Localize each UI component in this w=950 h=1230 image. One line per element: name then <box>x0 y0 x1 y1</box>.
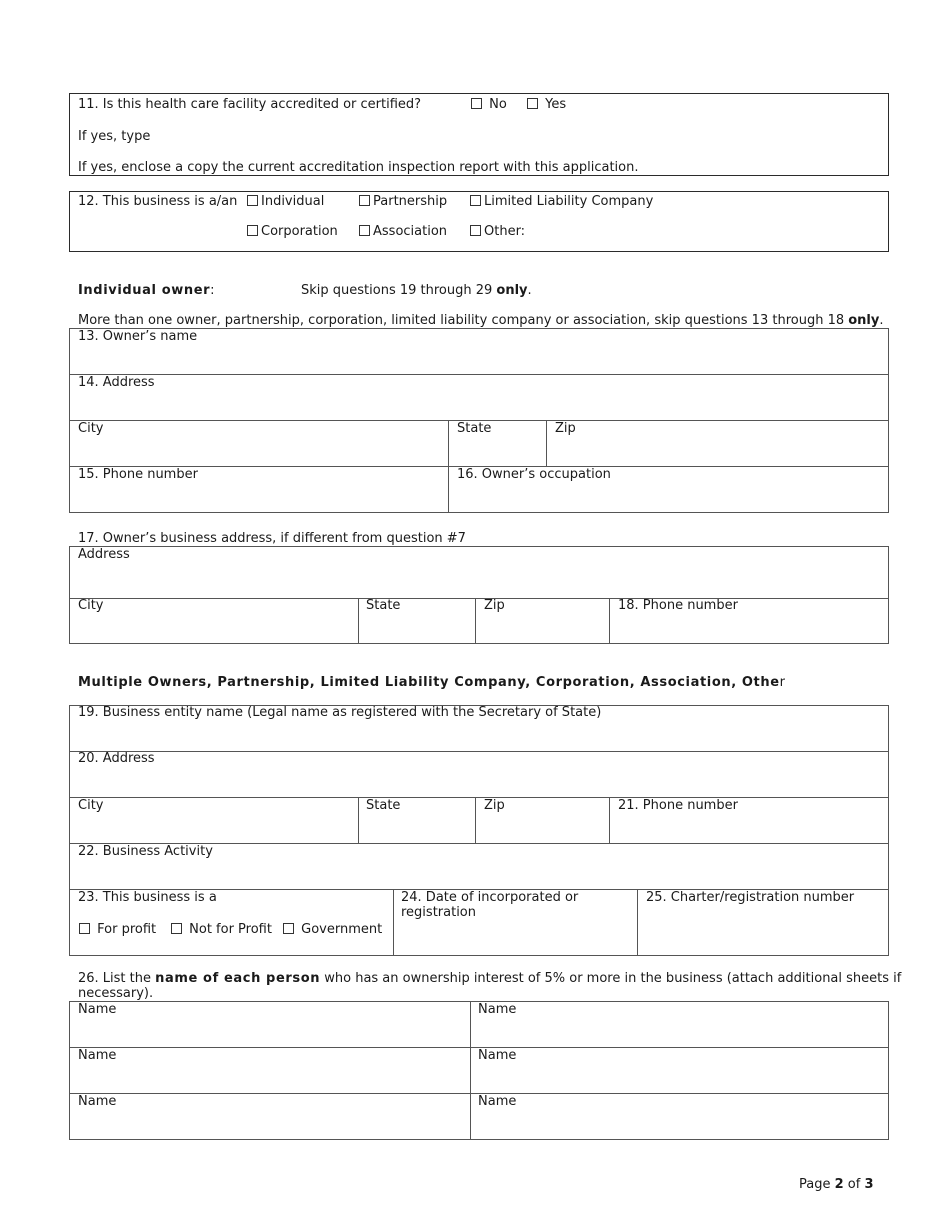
entity-state-label: State <box>366 798 401 813</box>
owner-name-label-3: Name <box>78 1048 117 1063</box>
not-for-profit-option[interactable]: Not for Profit <box>171 922 272 937</box>
q17-zip-label: Zip <box>484 598 505 613</box>
page-number: Page 2 of 3 <box>799 1177 874 1192</box>
individual-skip-note: Skip questions 19 through 29 only. <box>301 283 532 298</box>
owner-zip-field[interactable] <box>546 420 889 467</box>
q17-address-field[interactable] <box>69 546 889 599</box>
entity-zip-label: Zip <box>484 798 505 813</box>
for-profit-option[interactable]: For profit <box>79 922 156 937</box>
individual-owner-heading: Individual owner: <box>78 283 215 298</box>
q12-option-association[interactable]: Association <box>359 224 447 239</box>
owner-name-label-4: Name <box>478 1048 517 1063</box>
business-type-label: 23. This business is a <box>78 890 217 905</box>
entity-city-label: City <box>78 798 104 813</box>
owner-name-label-1: Name <box>78 1002 117 1017</box>
q11-note: If yes, enclose a copy the current accreditation inspection report with this application. <box>78 160 639 175</box>
incorporation-date-label-1: 24. Date of incorporated or <box>401 890 579 905</box>
checkbox-icon[interactable] <box>470 195 481 206</box>
owner-phone-label: 15. Phone number <box>78 467 198 482</box>
checkbox-icon[interactable] <box>171 923 182 934</box>
checkbox-icon[interactable] <box>247 195 258 206</box>
checkbox-icon[interactable] <box>79 923 90 934</box>
owner-name-field-1[interactable] <box>69 1001 471 1048</box>
q12-option-llc[interactable]: Limited Liability Company <box>470 194 653 209</box>
business-activity-label: 22. Business Activity <box>78 844 213 859</box>
multiple-owners-heading: Multiple Owners, Partnership, Limited Liability Company, Corporation, Association, Other <box>78 675 785 690</box>
owner-name-field-6[interactable] <box>470 1093 889 1140</box>
entity-name-label: 19. Business entity name (Legal name as registered with the Secretary of State) <box>78 705 602 720</box>
entity-address-field[interactable] <box>69 751 889 798</box>
checkbox-icon[interactable] <box>283 923 294 934</box>
q12-question: 12. This business is a/an <box>78 194 238 209</box>
q17-city-field[interactable] <box>69 598 359 644</box>
owner-name-label-6: Name <box>478 1094 517 1109</box>
owner-zip-label: Zip <box>555 421 576 436</box>
q12-option-individual[interactable]: Individual <box>247 194 324 209</box>
checkbox-icon[interactable] <box>359 225 370 236</box>
entity-address-label: 20. Address <box>78 751 155 766</box>
checkbox-icon[interactable] <box>470 225 481 236</box>
incorporation-date-label-2: registration <box>401 905 477 920</box>
owner-state-label: State <box>457 421 492 436</box>
owner-name-field-4[interactable] <box>470 1047 889 1094</box>
q26-instructions-line2: necessary). <box>78 986 154 1001</box>
q17-address-label: Address <box>78 547 130 562</box>
owner-name-field-2[interactable] <box>470 1001 889 1048</box>
owner-name-label: 13. Owner’s name <box>78 329 198 344</box>
q17-state-label: State <box>366 598 401 613</box>
entity-city-field[interactable] <box>69 797 359 844</box>
owner-name-label-2: Name <box>478 1002 517 1017</box>
q17-title: 17. Owner’s business address, if different from question #7 <box>78 531 466 546</box>
q11-yes-option[interactable]: Yes <box>527 97 566 112</box>
checkbox-icon[interactable] <box>247 225 258 236</box>
government-option[interactable]: Government <box>283 922 382 937</box>
owner-occupation-label: 16. Owner’s occupation <box>457 467 611 482</box>
q11-type-label: If yes, type <box>78 129 151 144</box>
owner-address-field[interactable] <box>69 374 889 421</box>
checkbox-icon[interactable] <box>471 98 482 109</box>
owner-name-label-5: Name <box>78 1094 117 1109</box>
q18-phone-label: 18. Phone number <box>618 598 738 613</box>
q11-no-option[interactable]: No <box>471 97 507 112</box>
owner-name-field-3[interactable] <box>69 1047 471 1094</box>
multi-owner-skip-note: More than one owner, partnership, corporation, limited liability company or association, skip questions 13 through 18 only. <box>78 313 884 328</box>
owner-city-label: City <box>78 421 104 436</box>
checkbox-icon[interactable] <box>527 98 538 109</box>
q26-instructions: 26. List the name of each person who has an ownership interest of 5% or more in the business (attach additional sheets if <box>78 971 902 986</box>
entity-phone-label: 21. Phone number <box>618 798 738 813</box>
q11-question: 11. Is this health care facility accredited or certified? <box>78 97 422 112</box>
q12-option-corporation[interactable]: Corporation <box>247 224 338 239</box>
owner-address-label: 14. Address <box>78 375 155 390</box>
owner-name-field-5[interactable] <box>69 1093 471 1140</box>
q12-option-partnership[interactable]: Partnership <box>359 194 447 209</box>
owner-city-field[interactable] <box>69 420 449 467</box>
charter-number-label: 25. Charter/registration number <box>646 890 855 905</box>
checkbox-icon[interactable] <box>359 195 370 206</box>
q17-city-label: City <box>78 598 104 613</box>
q12-option-other[interactable]: Other: <box>470 224 525 239</box>
